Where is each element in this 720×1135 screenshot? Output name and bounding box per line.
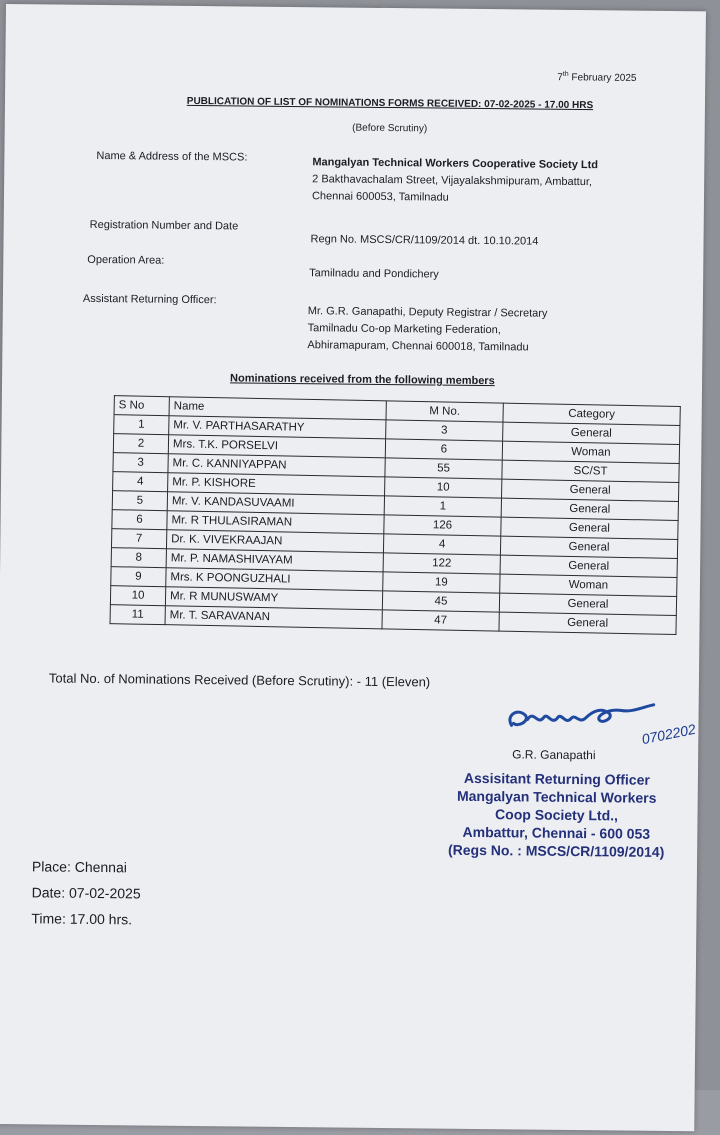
place: Place: Chennai — [31, 858, 128, 876]
cell-name: Mr. T. SARAVANAN — [165, 606, 382, 629]
cell-category: General — [500, 536, 677, 558]
cell-sno: 4 — [113, 472, 168, 492]
cell-sno: 10 — [110, 586, 165, 606]
date: Date: 07-02-2025 — [31, 884, 141, 902]
cell-sno: 1 — [114, 415, 169, 435]
header-mno: M No. — [386, 401, 503, 422]
cell-name: Dr. K. VIVEKRAAJAN — [166, 530, 383, 553]
operation-area-value: Tamilnadu and Pondichery — [309, 267, 439, 281]
document-subheading: (Before Scrutiny) — [352, 122, 428, 135]
document-heading: PUBLICATION OF LIST OF NOMINATIONS FORMS RECEIVED: 07-02-2025 - 17.00 HRS — [186, 95, 594, 112]
cell-sno: 5 — [112, 491, 167, 511]
nominations-table — [110, 395, 681, 635]
cell-category: Woman — [500, 574, 677, 596]
header-category: Category — [503, 403, 680, 425]
signer-name: G.R. Ganapathi — [512, 747, 596, 763]
cell-category: General — [502, 479, 679, 501]
nominations-table-title: Nominations received from the following members — [230, 372, 495, 388]
cell-name: Mrs. T.K. PORSELVI — [168, 435, 385, 458]
registration-value: Regn No. MSCS/CR/1109/2014 dt. 10.10.2014 — [310, 233, 539, 248]
cell-mno: 1 — [384, 496, 501, 517]
cell-name: Mr. V. PARTHASARATHY — [169, 416, 386, 439]
cell-mno: 126 — [384, 515, 501, 536]
cell-category: General — [501, 498, 678, 520]
stamp-line: Coop Society Ltd., — [495, 806, 619, 824]
cell-category: General — [503, 422, 680, 444]
cell-mno: 45 — [382, 591, 499, 612]
cell-category: General — [499, 593, 676, 615]
cell-sno: 8 — [111, 548, 166, 568]
header-name: Name — [169, 397, 386, 420]
cell-name: Mr. R THULASIRAMAN — [167, 511, 384, 534]
name-address-label: Name & Address of the MSCS: — [96, 149, 248, 164]
stamp-line: Ambattur, Chennai - 600 053 — [462, 823, 651, 842]
stamp-line: Assisitant Returning Officer — [463, 769, 650, 788]
cell-name: Mr. P. KISHORE — [168, 473, 385, 496]
cell-category: General — [499, 612, 676, 634]
cell-mno: 4 — [383, 534, 500, 555]
cell-mno: 10 — [385, 477, 502, 498]
cell-mno: 55 — [385, 458, 502, 479]
cell-sno: 2 — [113, 434, 168, 454]
header-sno: S No — [114, 396, 169, 416]
cell-mno: 19 — [383, 572, 500, 593]
cell-name: Mr. C. KANNIYAPPAN — [168, 454, 385, 477]
aro-value: Mr. G.R. Ganapathi, Deputy Registrar / Secretary Tamilnadu Co-op Marketing Federation, Abhiramapuram, Chennai 600018, Tamilnadu — [307, 305, 548, 354]
time: Time: 17.00 hrs. — [31, 910, 133, 928]
cell-category: SC/ST — [502, 460, 679, 482]
society-name-address: Mangalyan Technical Workers Cooperative Society Ltd 2 Bakthavachalam Street, Vijayalakshmipuram, Ambattur, Chennai 600053, Tamilnadu — [311, 156, 599, 204]
handwritten-date: 0702202 — [640, 720, 697, 748]
cell-mno: 6 — [385, 439, 502, 460]
cell-mno: 3 — [386, 420, 503, 441]
cell-sno: 11 — [110, 605, 165, 625]
cell-name: Mr. V. KANDASUVAAMI — [167, 492, 384, 515]
stamp-line: Mangalyan Technical Workers — [456, 787, 657, 806]
cell-sno: 6 — [112, 510, 167, 530]
document-date: 7th February 2025 — [557, 70, 637, 84]
registration-label: Registration Number and Date — [89, 218, 239, 233]
cell-sno: 3 — [113, 453, 168, 473]
operation-area-label: Operation Area: — [87, 253, 165, 267]
document-page — [0, 4, 706, 1131]
cell-category: General — [501, 517, 678, 539]
place-date-time — [31, 853, 141, 932]
cell-name: Mr. P. NAMASHIVAYAM — [166, 549, 383, 572]
cell-sno: 9 — [111, 567, 166, 587]
stamp-line: (Regs No. : MSCS/CR/1109/2014) — [447, 841, 665, 860]
cell-name: Mrs. K POONGUZHALI — [166, 568, 383, 591]
cell-mno: 47 — [382, 610, 499, 631]
cell-sno: 7 — [111, 529, 166, 549]
cell-mno: 122 — [383, 553, 500, 574]
cell-category: Woman — [502, 441, 679, 463]
total-nominations: Total No. of Nominations Received (Before Scrutiny): - 11 (Eleven) — [48, 670, 431, 690]
cell-category: General — [500, 555, 677, 577]
aro-label: Assistant Returning Officer: — [82, 292, 217, 307]
official-stamp — [413, 768, 700, 861]
cell-name: Mr. R MUNUSWAMY — [165, 587, 382, 610]
